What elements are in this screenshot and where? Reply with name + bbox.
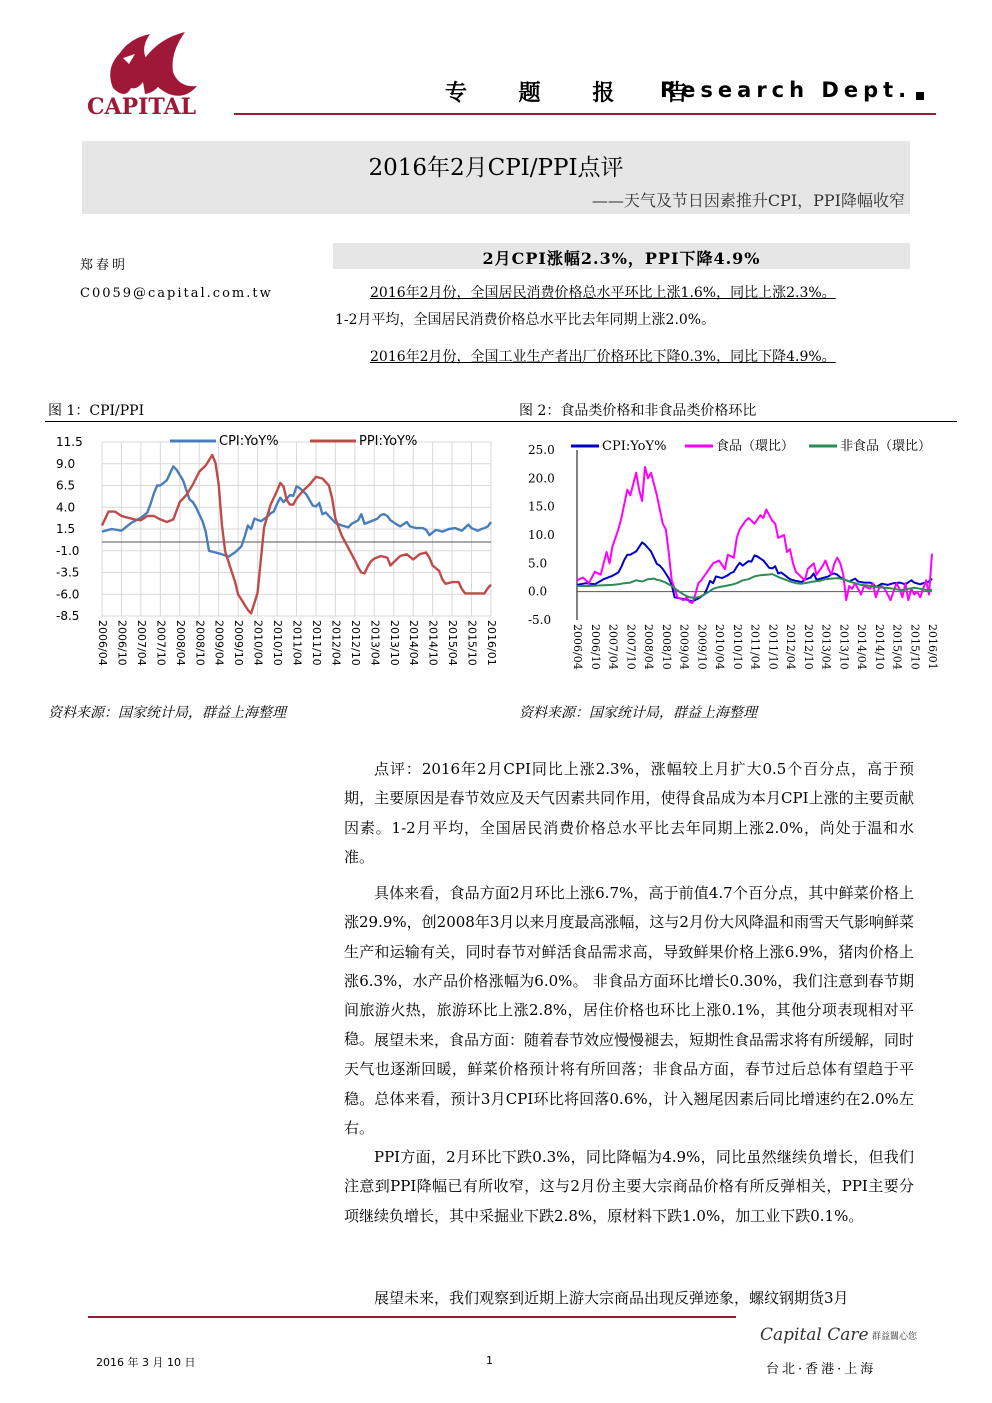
- x-tick-label: 2010/04: [713, 624, 726, 670]
- x-tick-label: 2008/04: [173, 620, 187, 666]
- legend-label: CPI:YoY%: [219, 434, 279, 449]
- svg-text:群益關心您: 群益關心您: [872, 1332, 918, 1342]
- figure-1-caption: 图 1：CPI/PPI: [48, 403, 145, 419]
- x-tick-label: 2013/04: [819, 624, 833, 670]
- summary-line-1: 2016年2月份，全国居民消费价格总水平环比上涨1.6%，同比上涨2.3%。: [370, 285, 836, 301]
- x-tick-label: 2006/04: [571, 624, 584, 670]
- footer-rule: [88, 1316, 736, 1318]
- x-tick-label: 2012/04: [329, 620, 343, 666]
- body-paragraph: 展望未来，食品方面：随着春节效应慢慢褪去，短期性食品需求将有所缓解，同时天气也逐渐回暖，鲜菜价格预计将有所回落；非食品方面，春节过后总体有望趋于平稳。总体来看，预计3月CPI环比将回落0.6%，计入翘尾因素后同比增速约在2.0%左右。: [344, 1031, 915, 1137]
- y-tick-label: 20.0: [528, 471, 555, 486]
- x-tick-label: 2016/01: [926, 624, 939, 670]
- x-tick-label: 2015/04: [446, 620, 460, 666]
- x-tick-label: 2012/10: [801, 624, 815, 670]
- x-tick-label: 2007/10: [154, 620, 168, 666]
- svg-text:Capital Care: Capital Care: [760, 1325, 869, 1345]
- x-tick-label: 2015/10: [465, 620, 479, 666]
- x-tick-label: 2009/10: [232, 620, 246, 666]
- y-tick-label: 4.0: [56, 500, 76, 515]
- legend-label: PPI:YoY%: [359, 434, 418, 449]
- research-dept: Research Dept.: [660, 78, 912, 102]
- x-tick-label: 2014/04: [407, 620, 421, 666]
- y-tick-label: 9.0: [56, 456, 76, 471]
- x-tick-label: 2011/10: [766, 624, 780, 670]
- footer-cities: 台北·香港·上海: [766, 1362, 877, 1377]
- y-tick-label: -3.5: [56, 565, 80, 580]
- legend-label: 食品（環比）: [716, 439, 795, 454]
- legend-label: 非食品（環比）: [840, 439, 932, 454]
- x-tick-label: 2016/01: [485, 620, 498, 666]
- body-paragraph: 点评：2016年2月CPI同比上涨2.3%，涨幅较上月扩大0.5个百分点，高于预期，主要原因是春节效应及天气因素共同作用，使得食品成为本月CPI上涨的主要贡献因素。1-2月平均，全国居民消费价格总水平比去年同期上涨2.0%，尚处于温和水准。: [344, 760, 914, 866]
- x-tick-label: 2012/04: [784, 624, 797, 670]
- figure-1-source: 资料来源：国家统计局，群益上海整理: [48, 705, 286, 721]
- x-tick-label: 2014/10: [872, 624, 886, 670]
- page-number: 1: [486, 1354, 493, 1367]
- x-tick-label: 2009/04: [677, 624, 691, 670]
- series-line: [577, 542, 932, 601]
- x-tick-label: 2014/10: [426, 620, 440, 666]
- figure-rule: [45, 421, 957, 422]
- x-tick-label: 2015/10: [908, 624, 922, 670]
- x-tick-label: 2008/04: [642, 624, 655, 670]
- body-paragraph: PPI方面，2月环比下跌0.3%，同比降幅为4.9%，同比虽然继续负增长，但我们注意到PPI降幅已有所收窄，这与2月份主要大宗商品价格有所反弹相关，PPI主要分项继续负增长，其中采掘业下跌2.8%，原材料下跌1.0%，加工业下跌0.1%。: [344, 1148, 914, 1225]
- y-tick-label: 25.0: [528, 443, 555, 457]
- x-tick-label: 2012/10: [348, 620, 362, 666]
- x-tick-label: 2013/10: [387, 620, 401, 666]
- author-email[interactable]: C0059@capital.com.tw: [80, 286, 273, 301]
- y-tick-label: 1.5: [56, 522, 76, 536]
- body-paragraph: 展望未来，我们观察到近期上游大宗商品出现反弹迹象，螺纹钢期货3月: [374, 1289, 849, 1307]
- x-tick-label: 2007/04: [134, 620, 148, 666]
- y-tick-label: 0.0: [528, 584, 548, 599]
- x-tick-label: 2010/04: [251, 620, 265, 666]
- header-square-mark: [916, 92, 924, 100]
- x-tick-label: 2013/10: [837, 624, 851, 670]
- figure-2-caption: 图 2：食品类价格和非食品类价格环比: [519, 403, 757, 419]
- x-tick-label: 2006/10: [115, 620, 129, 666]
- y-tick-label: -5.0: [528, 613, 552, 627]
- x-tick-label: 2010/10: [730, 624, 744, 670]
- x-tick-label: 2007/04: [606, 624, 620, 670]
- x-tick-label: 2009/10: [695, 624, 709, 670]
- legend-label: CPI:YoY%: [602, 439, 667, 454]
- cpi-ppi-chart: [48, 424, 503, 694]
- body-paragraph: 具体来看，食品方面2月环比上涨6.7%，高于前值4.7个百分点，其中鲜菜价格上涨29.9%，创2008年3月以来月度最高涨幅，这与2月份大风降温和雨雪天气影响鲜菜生产和运输有关，同时春节对鲜活食品需求高，导致鲜果价格上涨6.9%，猪肉价格上涨6.3%，水产品价格涨幅为6.0%。 非食品方面环比增长0.30%，我们注意到春节期间旅游火热，旅游环比上涨2.8%，居住价格也环比上涨0.1%，其他分项表现相对平稳。: [344, 884, 914, 1049]
- x-tick-label: 2007/10: [624, 624, 638, 670]
- x-tick-label: 2015/04: [890, 624, 904, 670]
- food-nonfood-chart: [519, 424, 959, 694]
- header-rule: [234, 113, 936, 115]
- x-tick-label: 2010/10: [271, 620, 285, 666]
- summary-line-2: 1-2月平均，全国居民消费价格总水平比去年同期上涨2.0%。: [335, 312, 716, 328]
- x-tick-label: 2013/04: [368, 620, 382, 666]
- y-tick-label: 10.0: [528, 528, 555, 542]
- x-tick-label: 2008/10: [659, 624, 673, 670]
- capital-care-logo: [760, 1318, 920, 1348]
- x-tick-label: 2011/04: [748, 624, 762, 670]
- y-tick-label: -1.0: [56, 543, 80, 558]
- y-tick-label: 15.0: [528, 499, 555, 514]
- summary-heading: 2月CPI涨幅2.3%，PPI下降4.9%: [482, 249, 761, 268]
- author-name: 郑春明: [80, 258, 129, 273]
- y-tick-label: 11.5: [56, 435, 83, 449]
- footer-date: 2016 年 3 月 10 日: [96, 1356, 196, 1369]
- y-tick-label: -8.5: [56, 609, 80, 623]
- y-tick-label: 5.0: [528, 556, 548, 571]
- x-tick-label: 2008/10: [193, 620, 207, 666]
- figure-2-source: 资料来源：国家统计局，群益上海整理: [519, 705, 757, 721]
- y-tick-label: -6.0: [56, 587, 80, 602]
- x-tick-label: 2011/10: [309, 620, 323, 666]
- x-tick-label: 2006/04: [96, 620, 109, 666]
- x-tick-label: 2009/04: [212, 620, 226, 666]
- svg-text:CAPITAL: CAPITAL: [87, 94, 197, 118]
- y-tick-label: 6.5: [56, 478, 76, 493]
- x-tick-label: 2006/10: [588, 624, 602, 670]
- x-tick-label: 2014/04: [855, 624, 868, 670]
- summary-line-3: 2016年2月份，全国工业生产者出厂价格环比下降0.3%，同比下降4.9%。: [370, 349, 836, 365]
- report-type: 专 题 报 告: [445, 81, 710, 106]
- capital-logo: [85, 28, 245, 118]
- page-title: 2016年2月CPI/PPI点评: [368, 155, 624, 181]
- page-subtitle: ——天气及节日因素推升CPI，PPI降幅收窄: [591, 191, 905, 210]
- x-tick-label: 2011/04: [290, 620, 304, 666]
